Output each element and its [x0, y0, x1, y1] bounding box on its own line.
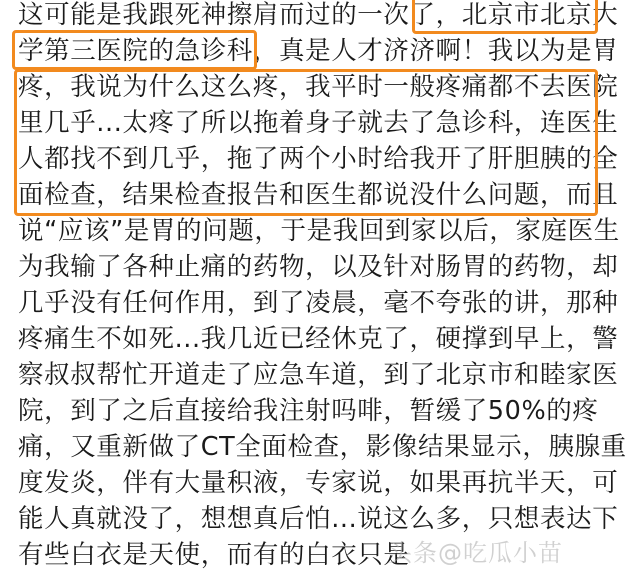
text-line	[18, 537, 410, 573]
text-segment-highlighted: 面检查，结果检查报告和医生都说没什么问题，而且	[18, 180, 619, 210]
text-line	[18, 141, 618, 177]
text-line	[18, 501, 618, 537]
text-segment: 度发炎，伴有大量积液，专家说，如果再抗半天，可	[18, 468, 619, 498]
text-line	[18, 285, 618, 321]
text-segment: 为我输了各种止痛的药物，以及针对肠胃的药物，却	[18, 252, 619, 282]
text-line	[18, 357, 618, 393]
text-line	[18, 213, 620, 249]
text-segment: 察叔叔帮忙开道走了应急车道，到了北京市和睦家医	[18, 360, 619, 390]
text-segment-highlighted: 里几乎...太疼了所以拖着身子就去了急诊科，连医生	[18, 108, 619, 138]
text-segment: 能人真就没了，想想真后怕...说这么多，只想表达下	[18, 504, 619, 534]
text-line	[18, 33, 618, 69]
watermark: 头条@吃瓜小苗	[388, 539, 563, 567]
text-line	[18, 69, 618, 105]
text-segment: 有些白衣是天使，而有的白衣只是	[18, 540, 410, 570]
text-line	[18, 105, 618, 141]
text-segment: 几乎没有任何作用，到了凌晨，毫不夸张的讲，那种	[18, 288, 619, 318]
text-line	[18, 393, 598, 429]
text-line	[18, 465, 618, 501]
text-segment: 院，到了之后直接给我注射吗啡，暂缓了50%的疼	[18, 396, 599, 426]
text-segment: 疼痛生不如死...我几近已经休克了，硬撑到早上，警	[18, 324, 619, 354]
text-segment-highlighted: 疼，我说为什么这么疼，我平时一般疼痛都不去医院	[18, 72, 619, 102]
text-line	[18, 177, 618, 213]
text-line	[18, 0, 618, 33]
text-segment: 痛，又重新做了CT全面检查，影像结果显示，胰腺重	[18, 432, 627, 462]
text-segment-highlighted: 北京市北京大	[461, 0, 619, 30]
text-segment-highlighted: 人都找不到几乎，拖了两个小时给我开了肝胆胰的全	[18, 144, 619, 174]
text-segment: 说“应该”是胃的问题，于是我回到家以后，家庭医生	[18, 216, 620, 246]
text-line	[18, 429, 627, 465]
text-segment-highlighted: 学第三医院的急诊科	[18, 36, 253, 66]
text-segment: 这可能是我跟死神擦肩而过的一次了，	[18, 0, 462, 30]
text-segment: ，真是人才济济啊！我以为是胃	[252, 36, 619, 66]
text-line	[18, 321, 618, 357]
text-line	[18, 249, 618, 285]
